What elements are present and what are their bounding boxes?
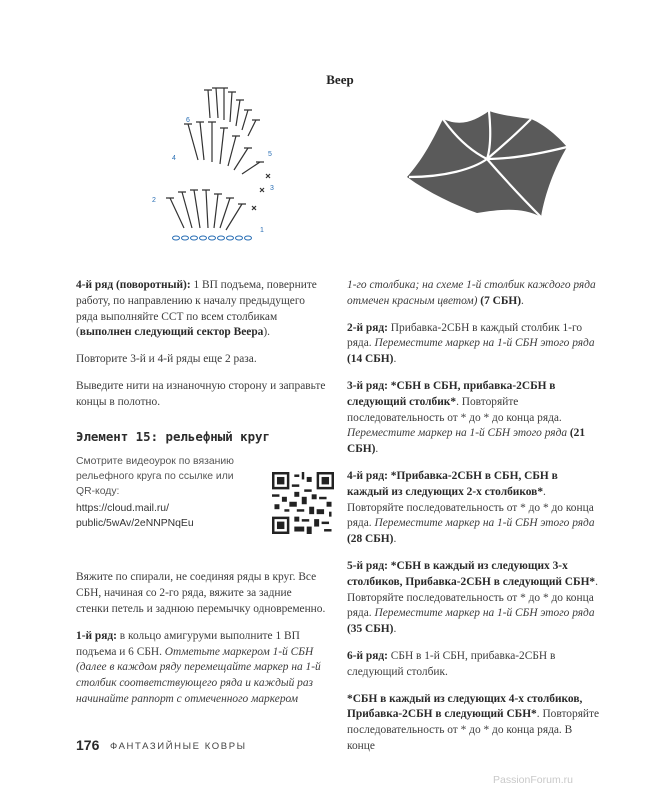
row-label-4: 4 <box>172 155 176 162</box>
element-15-heading: Элемент 15: рельефный круг <box>76 428 270 444</box>
paragraph-repeat: Повторите 3-й и 4-й ряды еще 2 раза. <box>76 353 257 366</box>
paragraph-row2: 2-й ряд: Прибавка-2СБН в каждый столбик 1-го ряда. Переместите маркер на 1-й СБН этого ряда (14 СБН). <box>347 321 595 366</box>
watermark: PassionForum.ru <box>493 774 573 786</box>
row-label-5: 5 <box>268 151 272 158</box>
row-label-6: 6 <box>186 117 190 124</box>
fan-crochet-diagram <box>148 78 308 250</box>
left-column <box>76 278 326 719</box>
paragraph-row4: 4-й ряд: *Прибавка-2СБН в СБН, СБН в каждый из следующих 2-х столбиков*. Повторяйте последовательность от * до * до конца ряда. Переместите маркер на 1-й СБН этого ряда (28 СБН). <box>347 469 595 546</box>
paragraph-row3: 3-й ряд: *СБН в СБН, прибавка-2СБН в следующий столбик*. Повторяйте последовательность от * до * до конца ряда. Переместите маркер на 1-й СБН этого ряда (21 СБН). <box>347 379 586 456</box>
row-label-2: 2 <box>152 197 156 204</box>
paragraph-spiral: Вяжите по спирали, не соединяя ряды в круг. Все СБН, начиная со 2-го ряда, вяжите за задние стенки петель и заднюю перемычку одновременно. <box>76 571 326 615</box>
qr-code-image[interactable] <box>272 472 334 534</box>
row-label-3: 3 <box>270 185 274 192</box>
paragraph-finish: Выведите нити на изнаночную сторону и заправьте концы в полотно. <box>76 379 326 408</box>
section-title: Веер <box>326 72 354 87</box>
video-lesson-text: Смотрите видеоурок по вязанию рельефного круга по ссылке или QR-коду: <box>76 456 234 498</box>
paragraph-row1-continued: 1-го столбика; на схеме 1-й столбик каждого ряда отмечен красным цветом) (7 СБН). <box>347 279 596 307</box>
paragraph-row5: 5-й ряд: *СБН в каждый из следующих 3-х столбиков, Прибавка-2СБН в следующий СБН*. Повторяйте последовательность от * до * до конца ряда. Переместите маркер на 1-й СБН этого ряда (35 СБН). <box>347 559 598 636</box>
page-number: 176 <box>76 737 100 753</box>
paragraph-row1: 1-й ряд: в кольцо амигуруми выполните 1 ВП подъема и 6 СБН. Отметьте маркером 1-й СБН (далее в каждом ряду перемещайте маркер на 1-й столбик соответствующего ряда и каждый раз начинайте раппорт с отмеченного маркером <box>76 629 321 705</box>
running-footer-title: ФАНТАЗИЙНЫЕ КОВРЫ <box>110 741 247 752</box>
row-label-1: 1 <box>260 227 264 234</box>
fan-silhouette-image <box>405 105 570 225</box>
paragraph-row4-turning: 4-й ряд (поворотный): 1 ВП подъема, поверните работу, по направлению к началу предыдущего ряда выполняйте ССТ по всем столбикам (выполнен следующий сектор Веера). <box>76 279 317 339</box>
video-lesson-block <box>76 454 326 558</box>
right-column <box>347 278 601 766</box>
video-lesson-link[interactable]: https://cloud.mail.ru/ public/5wAv/2eNNPNqEu <box>76 503 194 530</box>
paragraph-row6-repeat: *СБН в каждый из следующих 4-х столбиков, Прибавка-2СБН в следующий СБН*. Повторяйте последовательность от * до * до конца ряда. В конце <box>347 692 600 752</box>
paragraph-row6: 6-й ряд: СБН в 1-й СБН, прибавка-2СБН в следующий столбик. <box>347 649 556 678</box>
